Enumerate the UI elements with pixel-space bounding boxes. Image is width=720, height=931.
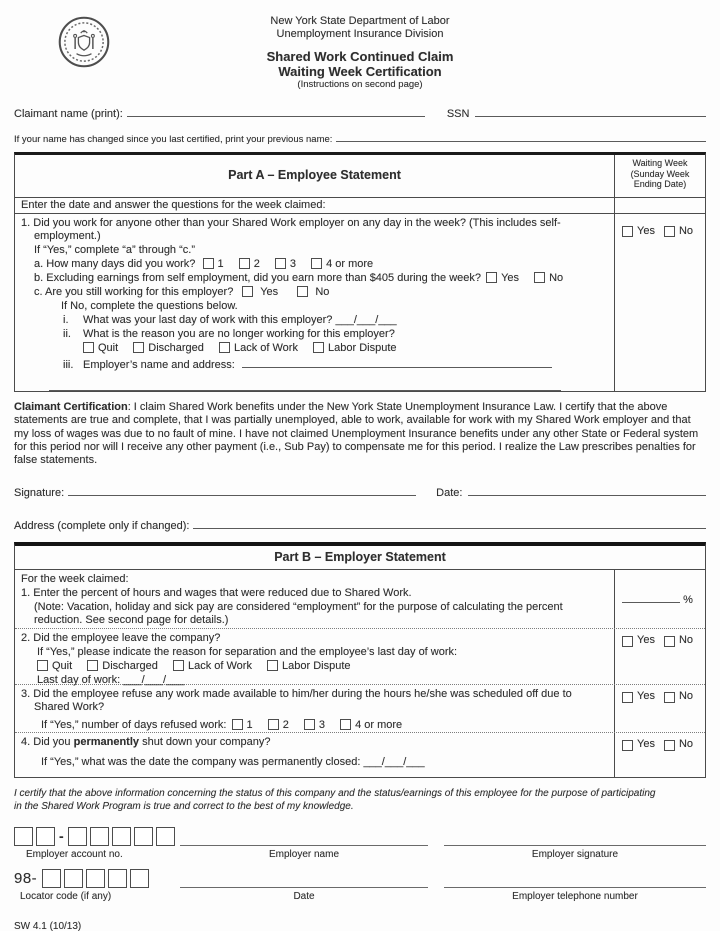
form-title-line-1: Shared Work Continued Claim <box>266 49 454 64</box>
account-box-4[interactable] <box>90 827 109 846</box>
employer-name-column <box>180 824 428 861</box>
account-box-3[interactable] <box>68 827 87 846</box>
employer-signature-field[interactable] <box>444 824 706 846</box>
employer-date-label: Date <box>293 891 315 903</box>
employer-phone-field[interactable] <box>444 866 706 888</box>
locator-box-1[interactable] <box>42 869 61 888</box>
date-label: Date: <box>436 487 463 500</box>
employer-account-label: Employer account no. <box>26 849 123 861</box>
account-box-7[interactable] <box>156 827 175 846</box>
company-closed-date-field[interactable]: ___/___/___ <box>363 756 425 769</box>
question-b4-if-yes: If “Yes,” what was the date the company was permanently closed: ___/___/___ <box>41 756 425 769</box>
part-b-question-2 <box>15 629 614 684</box>
claimant-certification-label: Claimant Certification <box>14 401 128 413</box>
sub-item-ii: ii. What is the reason you are no longer working for this employer? <box>63 328 395 340</box>
claimant-certification: Claimant Certification: I claim Shared Work benefits under the New York State Unemployment Insurance Law. I certify that the above statements are true and complete, that I was partially unemployed, able to work, available for work with my Shared Work employer and that my loss of wages was due to no fault of mine. I have not claimed Unemployment Insurance benefits under any other State or Federal system for this period nor will I receive any other payment (i.e., Sub Pay) to compensate me for this period. I realize the Law prescribes penalties for false statements. <box>14 401 699 467</box>
question-b4-text: 4. Did you permanently shut down your company? <box>21 735 271 748</box>
agency-line-1: New York State Department of Labor <box>270 15 450 27</box>
part-b-header-row <box>15 546 705 570</box>
checkbox-pa-q1-no[interactable] <box>664 226 675 237</box>
claimant-name-label: Claimant name (print): <box>14 108 123 120</box>
sub-question-a: a. How many days did you work? 1 2 3 4 or more <box>34 258 374 270</box>
question-1-text: 1. Did you work for anyone other than your Shared Work employer on any day in the week? (This includes self-employment.) <box>21 216 561 242</box>
checkbox-pa-days-1[interactable] <box>203 258 214 269</box>
part-a-question-1 <box>15 214 614 391</box>
employer-phone-column <box>444 866 706 903</box>
checkbox-pa-earn-yes[interactable] <box>486 272 497 283</box>
ssn-label: SSN <box>446 108 470 120</box>
last-day-of-work-field-pb[interactable]: ___/___/___ <box>123 673 185 686</box>
checkbox-pa-q1-yes[interactable] <box>622 226 633 237</box>
last-day-of-work-line: Last day of work: ___/___/___ <box>37 673 185 686</box>
account-dash: - <box>59 828 64 845</box>
part-a-title-cell <box>15 155 614 197</box>
account-box-1[interactable] <box>14 827 33 846</box>
checkbox-pb-reason-discharged[interactable] <box>87 660 98 671</box>
part-b-question-3-row <box>15 684 705 732</box>
part-a-title: Part A – Employee Statement <box>228 168 401 183</box>
part-b-question-4-row <box>15 732 705 777</box>
waiting-week-header <box>614 155 705 197</box>
locator-box-2[interactable] <box>64 869 83 888</box>
part-b-title: Part B – Employer Statement <box>274 550 446 565</box>
for-week-claimed: For the week claimed: <box>21 572 129 585</box>
checkbox-pb-days-3[interactable] <box>304 719 315 730</box>
locator-code-label: Locator code (if any) <box>20 891 112 903</box>
waiting-week-line-3: Ending Date) <box>633 179 687 189</box>
question-b1-note: (Note: Vacation, holiday and sick pay are considered “employment” for the purpose of calculating the percent reduction. See second page for details.) <box>34 600 563 627</box>
account-box-5[interactable] <box>112 827 131 846</box>
checkbox-pa-days-3[interactable] <box>275 258 286 269</box>
ssn-field[interactable] <box>475 105 706 117</box>
question-b1-text: 1. Enter the percent of hours and wages that were reduced due to Shared Work. <box>21 586 412 599</box>
part-b-q4-answer-cell: Yes No <box>614 733 705 777</box>
locator-box-3[interactable] <box>86 869 105 888</box>
part-a-table <box>14 152 706 392</box>
part-b-question-4 <box>15 733 614 777</box>
locator-box-4[interactable] <box>108 869 127 888</box>
checkbox-pb-q4-yes[interactable] <box>622 740 633 751</box>
waiting-week-line-1: Waiting Week <box>632 158 688 168</box>
instructions-note: (Instructions on second page) <box>297 79 423 90</box>
separation-reason-options-pa: Quit Discharged Lack of Work Labor Dispute <box>21 342 608 356</box>
checkbox-pb-reason-quit[interactable] <box>37 660 48 671</box>
employer-certification: I certify that the above information concerning the status of this company and the status/earnings of this employee for the purpose of participating in the Shared Work Program is true and correct to the best of my knowledge. <box>14 788 656 813</box>
waiting-week-date-cell[interactable] <box>614 198 705 213</box>
checkbox-pa-reason-lack-of-work[interactable] <box>219 342 230 353</box>
question-1-if-yes: If “Yes,” complete “a” through “c.” <box>34 244 195 256</box>
part-a-header-row <box>15 155 705 198</box>
address-row <box>14 517 706 534</box>
question-b3-if-yes: If “Yes,” number of days refused work: 1 2 3 4 or more <box>41 718 403 731</box>
part-b-q3-answer-cell: Yes No <box>614 685 705 732</box>
checkbox-pa-earn-no[interactable] <box>534 272 545 283</box>
checkbox-pa-reason-discharged[interactable] <box>133 342 144 353</box>
part-b-question-2-row <box>15 628 705 684</box>
employer-date-field[interactable] <box>180 866 428 888</box>
claimant-name-field[interactable] <box>127 105 425 117</box>
checkbox-pb-reason-lack-of-work[interactable] <box>173 660 184 671</box>
employer-fields-row-1 <box>14 824 706 861</box>
claimant-date-field[interactable] <box>468 484 706 496</box>
checkbox-pb-days-1[interactable] <box>232 719 243 730</box>
ny-state-seal-icon <box>56 14 112 75</box>
employer-name-field[interactable] <box>180 824 428 846</box>
part-b-question-1-row <box>15 570 705 628</box>
employer-account-column <box>14 824 164 861</box>
form-header <box>14 0 706 96</box>
employer-signature-column <box>444 824 706 861</box>
question-b2-if-yes: If “Yes,” please indicate the reason for separation and the employee’s last day of work: <box>37 645 458 658</box>
checkbox-pb-q3-yes[interactable] <box>622 692 633 703</box>
sub-item-i: i. What was your last day of work with this employer? ___/___/___ <box>63 314 397 326</box>
sub-question-b: b. Excluding earnings from self employment, did you earn more than $405 during the week? Yes No <box>34 272 564 284</box>
employer-address-continuation-field[interactable] <box>49 390 561 391</box>
checkbox-pb-q3-no[interactable] <box>664 692 675 703</box>
checkbox-pb-q2-no[interactable] <box>664 636 675 647</box>
employer-account-boxes <box>14 824 164 846</box>
checkbox-pb-reason-labor-dispute[interactable] <box>267 660 278 671</box>
checkbox-pb-days-4-or-more[interactable] <box>340 719 351 730</box>
claimant-signature-field[interactable] <box>68 484 416 496</box>
last-day-of-work-field-pa[interactable]: ___/___/___ <box>335 314 397 326</box>
signature-row <box>14 484 706 501</box>
address-label: Address (complete only if changed): <box>14 519 190 532</box>
locator-code-column <box>14 866 164 903</box>
part-a-question-1-row <box>15 214 705 391</box>
previous-name-row <box>14 130 706 147</box>
checkbox-pa-reason-quit[interactable] <box>83 342 94 353</box>
agency-line-2: Unemployment Insurance Division <box>276 28 444 40</box>
sub-item-iii: iii. Employer’s name and address: <box>21 356 608 373</box>
question-b2-text: 2. Did the employee leave the company? <box>21 631 221 644</box>
locator-code-boxes <box>14 866 164 888</box>
previous-name-field[interactable] <box>336 130 706 142</box>
checkbox-pa-days-4-or-more[interactable] <box>311 258 322 269</box>
account-box-6[interactable] <box>134 827 153 846</box>
if-no-instruction: If No, complete the questions below. <box>61 300 238 312</box>
waiting-week-line-2: (Sunday Week <box>630 168 690 179</box>
percent-sign: % <box>683 594 693 607</box>
address-field[interactable] <box>193 517 706 529</box>
part-b-q2-answer-cell: Yes No <box>614 629 705 684</box>
form-number: SW 4.1 (10/13) <box>14 921 82 931</box>
employer-name-label: Employer name <box>268 849 340 861</box>
locator-box-5[interactable] <box>130 869 149 888</box>
employer-fields-row-2 <box>14 866 706 903</box>
checkbox-pa-still-working-yes[interactable] <box>242 286 253 297</box>
employer-name-address-field[interactable] <box>242 356 552 368</box>
locator-prefix: 98- <box>14 870 38 888</box>
percent-reduction-field[interactable] <box>622 591 680 603</box>
percent-answer-cell <box>614 570 705 628</box>
separation-reason-options-pb: Quit Discharged Lack of Work Labor Dispute <box>21 660 608 674</box>
part-b-question-3 <box>15 685 614 732</box>
checkbox-pa-still-working-no[interactable] <box>297 286 308 297</box>
part-a-instruction-row <box>15 198 705 214</box>
form-title-line-2: Waiting Week Certification <box>278 63 442 79</box>
sub-question-c: c. Are you still working for this employer? Yes No <box>34 286 330 298</box>
part-b-table <box>14 542 706 778</box>
part-a-instruction: Enter the date and answer the questions for the week claimed: <box>21 199 326 211</box>
account-box-2[interactable] <box>36 827 55 846</box>
part-b-question-1 <box>15 570 614 628</box>
checkbox-pa-reason-labor-dispute[interactable] <box>313 342 324 353</box>
checkbox-pb-q2-yes[interactable] <box>622 636 633 647</box>
employer-date-column <box>180 866 428 903</box>
question-1-number: 1. <box>21 216 31 229</box>
checkbox-pb-q4-no[interactable] <box>664 740 675 751</box>
employer-phone-label: Employer telephone number <box>512 891 638 903</box>
checkbox-pb-days-2[interactable] <box>268 719 279 730</box>
question-b3-text: 3. Did the employee refuse any work made available to him/her during the hours he/she was scheduled off due to Shared Work? <box>21 687 572 714</box>
previous-name-label: If your name has changed since you last certified, print your previous name: <box>14 133 333 145</box>
employer-signature-label: Employer signature <box>531 849 619 861</box>
claimant-name-row <box>14 105 706 122</box>
signature-label: Signature: <box>14 487 65 500</box>
checkbox-pa-days-2[interactable] <box>239 258 250 269</box>
part-a-q1-answer-cell: Yes No <box>614 214 705 391</box>
